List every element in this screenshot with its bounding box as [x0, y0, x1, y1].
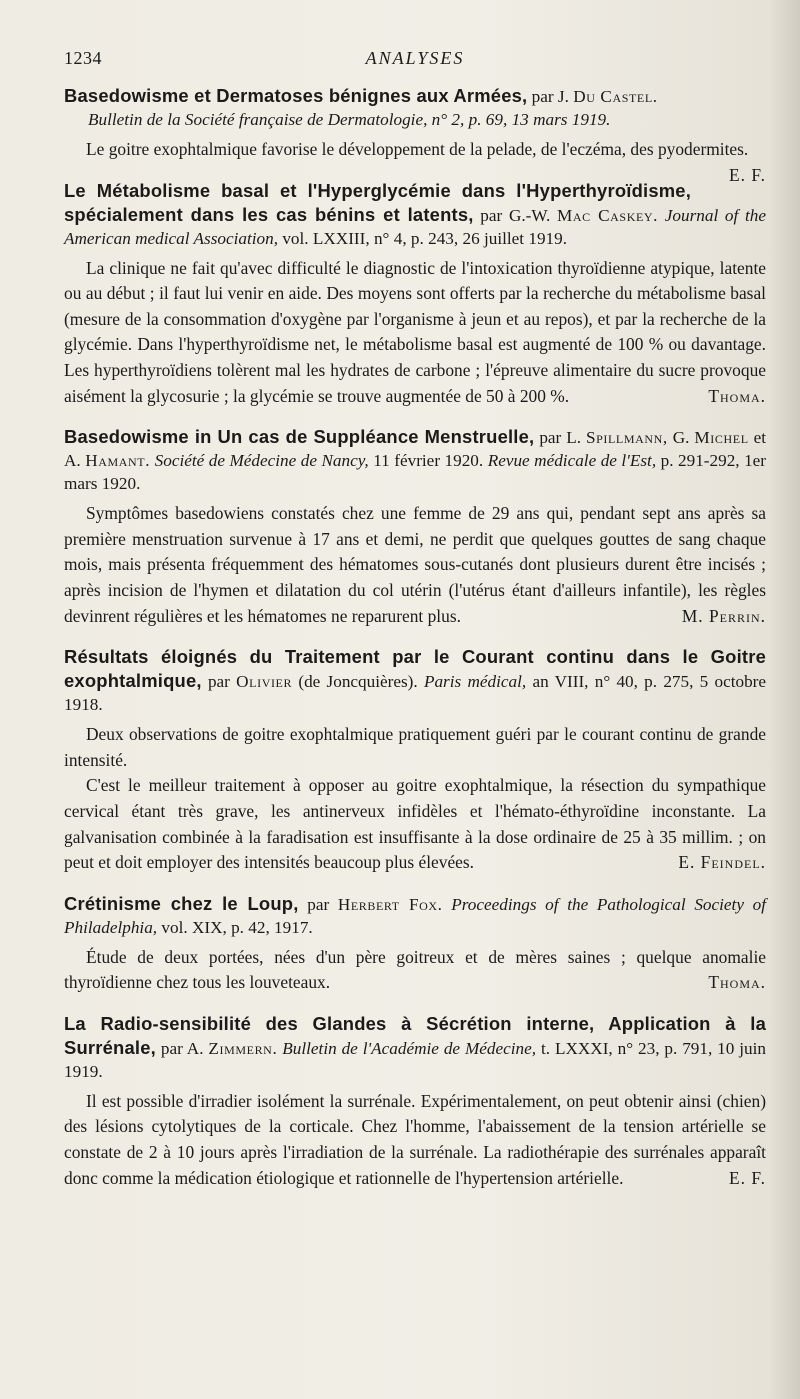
- article-heading: [64, 1012, 766, 1083]
- author-name: Michel: [694, 428, 749, 448]
- article-courant-continu: [64, 645, 766, 876]
- author-name: Zimmern.: [208, 1038, 278, 1058]
- paragraph-text: Le goitre exophtalmique favorise le développement de la pelade, de l'eczéma, des pyodermites.: [86, 139, 749, 159]
- author-name: Du Castel.: [573, 87, 658, 106]
- author-name: Spillmann,: [585, 428, 668, 448]
- article-title: Basedowisme in Un cas de Suppléance Menstruelle,: [64, 426, 535, 448]
- paragraph: [64, 722, 766, 773]
- author-name: Mac Caskey.: [557, 205, 659, 225]
- running-title: ANALYSES: [365, 48, 465, 68]
- heading-text: par G.-W.: [480, 205, 558, 225]
- heading-text: par: [307, 894, 338, 914]
- paragraph-text: Deux observations de goitre exophtalmique pratiquement guéri par le courant continu de grande intensité.: [64, 724, 766, 770]
- citation-journal: Société de Médecine de Nancy,: [154, 451, 369, 471]
- paragraph-text: Il est possible d'irradier isolément la surrénale. Expérimentalement, on peut obtenir ainsi (chien) des lésions cytolytiques de la corticale. Chez l'homme, l'abaissement de la tension artérielle se constate de 2 à 10 jours après l'irradiation de la surrénale. La radiothérapie des surrénales apparaît donc comme la médication étiologique et rationnelle de l'hypertension artérielle.: [64, 1090, 766, 1188]
- article-radio-sensibilite: [64, 1012, 766, 1191]
- citation-journal: Journal of the American medical Association,: [64, 205, 767, 248]
- signature: E. Feindel.: [678, 852, 766, 873]
- heading-text: et A.: [64, 428, 766, 471]
- citation-journal: Revue médicale de l'Est,: [487, 451, 657, 471]
- citation-journal: Proceedings of the Pathological Society of Philadelphia,: [64, 894, 766, 937]
- article-title: Basedowisme et Dermatoses bénignes aux Armées,: [64, 85, 528, 106]
- citation: Bulletin de la Société française de Dermatologie, n° 2, p. 69, 13 mars 1919.: [88, 110, 611, 129]
- signature: M. Perrin.: [681, 605, 766, 626]
- paragraph: [64, 1089, 766, 1191]
- paragraph: [64, 945, 766, 996]
- running-head: [64, 48, 766, 70]
- citation-details: p. 291-292, 1er mars 1920.: [64, 451, 767, 494]
- author-name: Hamant.: [85, 451, 151, 471]
- article-heading: [64, 179, 766, 250]
- paragraph-text: Étude de deux portées, nées d'un père goitreux et de mères saines ; quelque anomalie thyroïdienne chez tous les louveteaux.: [64, 946, 766, 993]
- author-name: Herbert Fox.: [337, 894, 443, 914]
- author-name: Olivier: [236, 672, 293, 692]
- paragraph: [64, 137, 766, 185]
- citation-journal: Bulletin de l'Académie de Médecine,: [282, 1038, 537, 1058]
- paragraph: [64, 256, 766, 410]
- heading-text: G.: [667, 428, 695, 448]
- citation-details: t. LXXXI, n° 23, p. 791, 10 juin 1919.: [64, 1038, 767, 1081]
- article-heading: [64, 892, 766, 939]
- page-number: 1234: [64, 48, 102, 68]
- citation-journal: Paris médical,: [423, 672, 527, 692]
- heading-text: par A.: [160, 1038, 209, 1058]
- signature: E. F.: [729, 164, 766, 185]
- signature: Thoma.: [708, 385, 766, 406]
- article-title: Le Métabolisme basal et l'Hyperglycémie dans l'Hyperthyroïdisme, spécialement dans les cas bénins et latents,: [64, 179, 692, 225]
- paragraph-text: Symptômes basedowiens constatés chez une femme de 29 ans qui, pendant sept ans après sa première menstruation survenue à 17 ans et demi, ne perdit que quelques gouttes de sang chaque mois, mais présenta fréquemment des hématomes sous-cutanés dont plusieurs durent être incisés ; après incision de l'hymen et dilatation du col utérin (l'utérus étant d'ailleurs infantile), les règles devinrent régulières et les hématomes ne reparurent plus.: [64, 503, 766, 626]
- citation-details: an VIII, n° 40, p. 275, 5 octobre 1918.: [64, 672, 767, 715]
- paragraph: [64, 773, 766, 875]
- article-heading: [64, 645, 766, 716]
- citation-details: 11 février 1920.: [373, 451, 484, 471]
- article-cretinisme-loup: [64, 892, 766, 996]
- citation-details: vol. LXXIII, n° 4, p. 243, 26 juillet 1919.: [282, 228, 568, 248]
- heading-text: (de Joncquières).: [292, 672, 418, 692]
- paragraph: [64, 501, 766, 629]
- signature: Thoma.: [708, 972, 766, 993]
- paragraph-text: La clinique ne fait qu'avec difficulté le diagnostic de l'intoxication thyroïdienne atypique, latente ou au début ; il faut lui venir en aide. Des moyens sont offerts par la recherche du métabolisme basal (mesure de la consommation d'oxygène par l'organisme à jeun et au repos), et par la recherche de la glycémie. Dans l'hyperthyroïdisme net, le métabolisme basal est augmenté de 100 % ou davantage. Les hyperthyroïdiens tolèrent mal les hydrates de carbone ; l'épreuve alimentaire du sucre provoque aisément la glycosurie ; la glycémie se trouve augmentée de 50 à 200 %.: [64, 257, 766, 406]
- article-metabolisme-basal: [64, 179, 766, 410]
- article-heading: [64, 84, 766, 131]
- citation-details: vol. XIX, p. 42, 1917.: [161, 917, 313, 937]
- signature: E. F.: [729, 1167, 766, 1188]
- heading-text: par J.: [531, 87, 574, 106]
- article-title: La Radio-sensibilité des Glandes à Sécrétion interne, Application à la Surrénale,: [64, 1012, 766, 1058]
- article-basedowisme-dermatoses: [64, 84, 766, 185]
- heading-text: par: [207, 672, 237, 692]
- article-title: Résultats éloignés du Traitement par le Courant continu dans le Goitre exophtalmique,: [64, 646, 766, 692]
- paragraph-text: C'est le meilleur traitement à opposer au goitre exophtalmique, la résection du sympathique cervical étant très grave, les antinerveux infidèles et l'hémato-éthyroïdine inconstante. La galvanisation combinée à la faradisation est insuffisante à la dose ordinaire de 25 à 35 millim. ; on peut et doit employer des intensités beaucoup plus élevées.: [64, 775, 766, 873]
- article-title: Crétinisme chez le Loup,: [64, 892, 299, 914]
- article-heading: [64, 425, 766, 495]
- heading-text: par L.: [539, 428, 586, 448]
- article-suppleance-menstruelle: [64, 425, 766, 629]
